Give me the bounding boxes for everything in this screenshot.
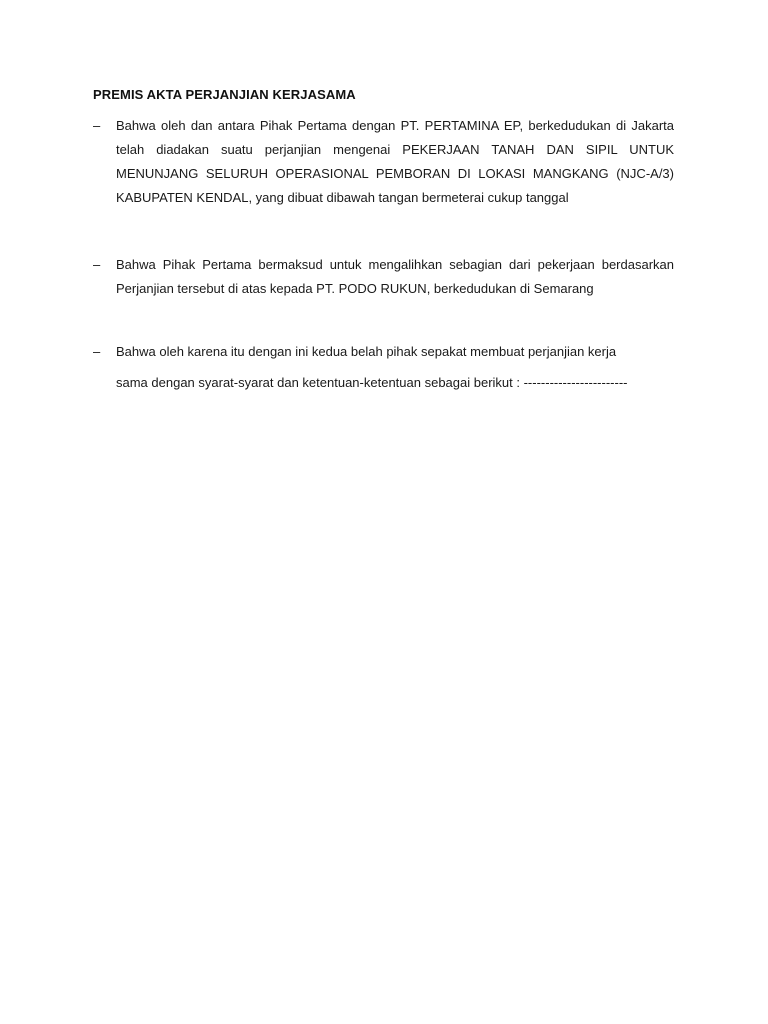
- bullet-dash: –: [93, 344, 101, 359]
- bullet-dash: –: [93, 118, 101, 133]
- bullet-paragraph-continuation: sama dengan syarat-syarat dan ketentuan-ketentuan sebagai berikut : ------------------------: [116, 375, 628, 390]
- bullet-paragraph: Bahwa oleh karena itu dengan ini kedua belah pihak sepakat membuat perjanjian kerja: [116, 344, 617, 359]
- document-title: PREMIS AKTA PERJANJIAN KERJASAMA: [93, 87, 356, 102]
- bullet-dash: –: [93, 257, 101, 272]
- bullet-paragraph: Bahwa oleh dan antara Pihak Pertama dengan PT. PERTAMINA EP, berkedudukan di Jakarta telah diadakan suatu perjanjian mengenai PEKERJAAN TANAH DAN SIPIL UNTUK MENUNJANG SELURUH OPERASIONAL PEMBORAN DI LOKASI MANGKANG (NJC-A/3) KABUPATEN KENDAL, yang dibuat dibawah tangan bermeterai cukup tanggal: [116, 118, 674, 205]
- bullet-paragraph: Bahwa Pihak Pertama bermaksud untuk mengalihkan sebagian dari pekerjaan berdasarkan Perjanjian tersebut di atas kepada PT. PODO RUKUN, berkedudukan di Semarang: [116, 257, 674, 296]
